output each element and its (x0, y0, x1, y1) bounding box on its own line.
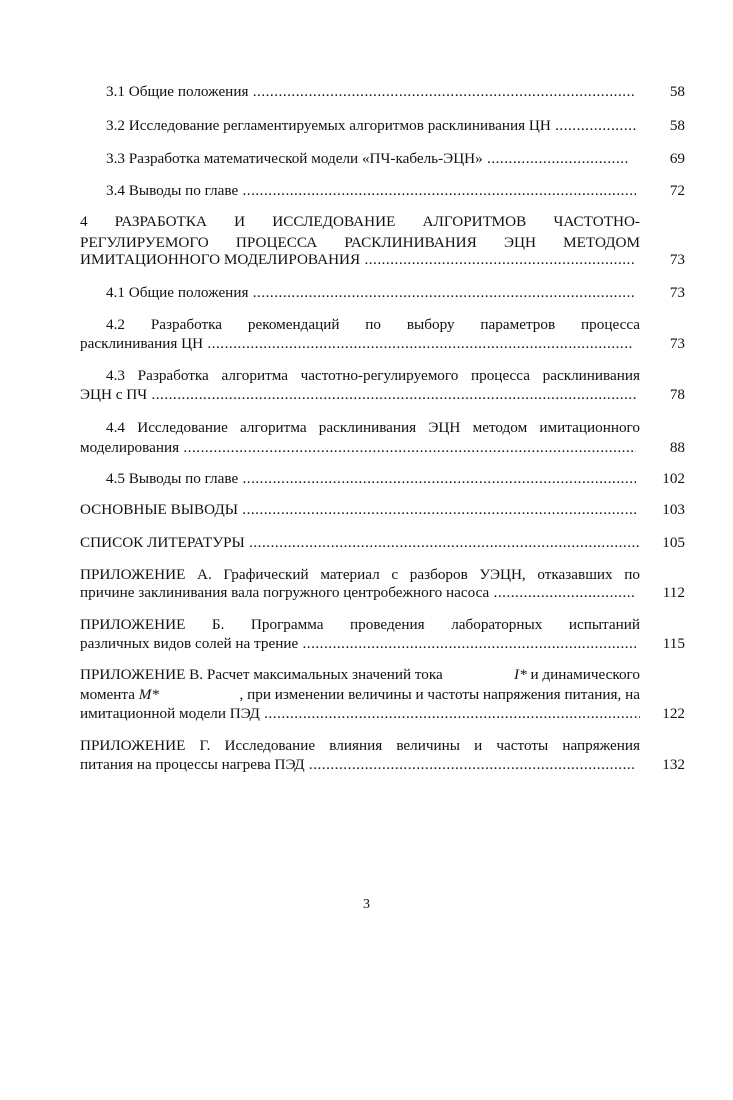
toc-page-number: 69 (669, 150, 685, 167)
toc-line: имитационной модели ПЭД ..... (80, 704, 640, 724)
toc-page-number: 102 (662, 470, 685, 487)
toc-line: 4.5 Выводы по главе ..... (106, 469, 636, 489)
toc-line: ИМИТАЦИОННОГО МОДЕЛИРОВАНИЯ ..... (80, 250, 636, 270)
toc-page-number: 58 (669, 83, 685, 100)
toc-line: питания на процессы нагрева ПЭД ..... (80, 755, 636, 775)
toc-page-number: 78 (669, 386, 685, 403)
toc-line: ОСНОВНЫЕ ВЫВОДЫ ..... (80, 500, 636, 520)
toc-line (80, 665, 640, 685)
toc-line: 4.2 Разработка рекомендаций по выбору параметров процесса (106, 316, 640, 333)
toc-page-number: 105 (662, 534, 685, 551)
toc-line: ПРИЛОЖЕНИЕ Г. Исследование влияния величины и частоты напряжения (80, 737, 640, 754)
toc-line-part (514, 665, 640, 685)
page-number: 3 (363, 897, 370, 912)
toc-line: СПИСОК ЛИТЕРАТУРЫ ..... (80, 533, 640, 553)
toc-line-part: ПРИЛОЖЕНИЕ В. Расчет максимальных значений тока (80, 666, 443, 683)
toc-line (80, 685, 640, 705)
toc-page-number: 73 (669, 335, 685, 352)
toc-line: 3.2 Исследование регламентируемых алгоритмов расклинивания ЦН ..... (106, 116, 636, 136)
toc-line: 3.4 Выводы по главе ..... (106, 181, 636, 201)
toc-line: 4.4 Исследование алгоритма расклинивания ЭЦН методом имитационного (106, 419, 640, 436)
moment-symbol: M* (138, 686, 160, 703)
toc-page-number: 122 (662, 705, 685, 722)
toc-line: 4 РАЗРАБОТКА И ИССЛЕДОВАНИЕ АЛГОРИТМОВ ЧАСТОТНО- (80, 213, 640, 230)
toc-page-number: 132 (662, 756, 685, 773)
toc-line: различных видов солей на трение ..... (80, 634, 636, 654)
toc-page-number: 88 (669, 439, 685, 456)
toc-page-number: 112 (662, 584, 685, 601)
toc-page-number: 58 (669, 117, 685, 134)
toc-line-part: , при изменении величины и частоты напряжения питания, на (239, 686, 640, 703)
toc-line: 4.3 Разработка алгоритма частотно-регулируемого процесса расклинивания (106, 367, 640, 384)
toc-line: расклинивания ЦН ..... (80, 334, 632, 354)
toc-line: моделирования ..... (80, 438, 636, 458)
toc-page-number: 115 (662, 635, 685, 652)
toc-line: 4.1 Общие положения ..... (106, 283, 636, 303)
toc-line: 3.1 Общие положения ..... (106, 82, 636, 102)
toc-line-part: момента (80, 686, 135, 703)
toc-page-number: 73 (669, 284, 685, 301)
toc-line: ЭЦН с ПЧ ..... (80, 385, 636, 405)
toc-line: причине заклинивания вала погружного центробежного насоса ..... (80, 583, 636, 603)
toc-line-part: и динамического (530, 666, 640, 683)
toc-line: РЕГУЛИРУЕМОГО ПРОЦЕССА РАСКЛИНИВАНИЯ ЭЦН МЕТОДОМ (80, 234, 640, 251)
toc-page-number: 72 (669, 182, 685, 199)
toc-page-number: 73 (669, 251, 685, 268)
toc-line-part (80, 685, 159, 705)
toc-line: ПРИЛОЖЕНИЕ Б. Программа проведения лабораторных испытаний (80, 616, 640, 633)
toc-line: ПРИЛОЖЕНИЕ А. Графический материал с разборов УЭЦН, отказавших по (80, 566, 640, 583)
toc-page-number: 103 (662, 501, 685, 518)
current-symbol: I* (514, 666, 527, 683)
toc-line: 3.3 Разработка математической модели «ПЧ-кабель-ЭЦН» ..... (106, 149, 628, 169)
